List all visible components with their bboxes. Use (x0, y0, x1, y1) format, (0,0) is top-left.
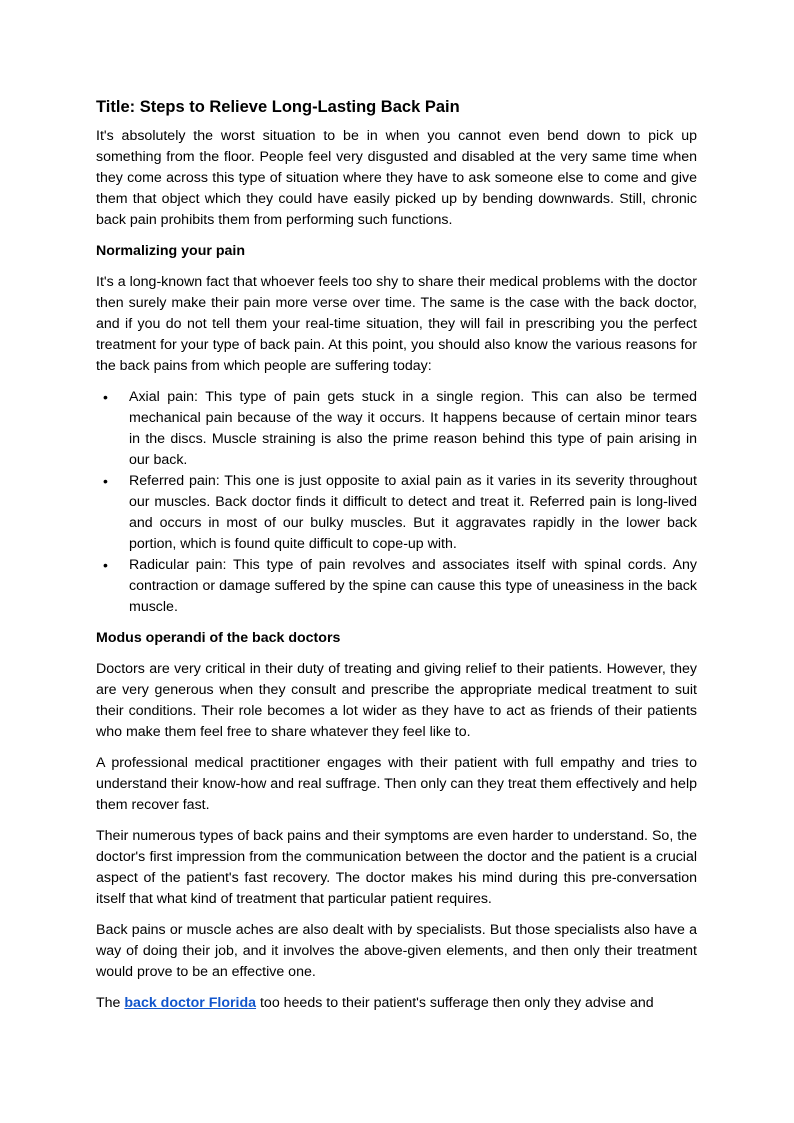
last-paragraph (96, 993, 697, 1014)
bullet-icon: • (103, 473, 108, 489)
document-title: Title: Steps to Relieve Long-Lasting Back Pain (96, 98, 460, 116)
intro-paragraph: It's absolutely the worst situation to be in when you cannot even bend down to pick up something from the floor. People feel very disgusted and disabled at the very same time when they come across this type of situation where they have to ask someone else to come and give them that object which they could have easily picked up by bending downwards. Still, chronic back pain prohibits them from performing such functions. (96, 128, 697, 228)
last-paragraph-tail: too heeds to their patient's sufferage then only they advise and (256, 995, 654, 1011)
pain-types-list (96, 387, 697, 618)
list-item-text: Referred pain: This one is just opposite to axial pain as it varies in its severity throughout our muscles. Back doctor finds it difficult to detect and treat it. Referred pain is long-lived and occurs in most of our bulky muscles. But it aggravates rapidly in the lower back portion, which is found quite difficult to cope-up with. (129, 473, 697, 552)
normalizing-paragraph: It's a long-known fact that whoever feels too shy to share their medical problems with the doctor then surely make their pain more verse over time. The same is the case with the back doctor, and if you do not tell them your real-time situation, they will fail in prescribing you the perfect treatment for your type of back pain. At this point, you should also know the various reasons for the back pains from which people are suffering today: (96, 274, 697, 374)
body-paragraph: Doctors are very critical in their duty of treating and giving relief to their patients. However, they are very generous when they consult and prescribe the appropriate medical treatment to suit their conditions. Their role becomes a lot wider as they have to act as friends of their patients who make them feel free to share whatever they feel like to. (96, 661, 697, 740)
document-page (96, 96, 697, 1024)
back-doctor-florida-link[interactable]: back doctor Florida (124, 995, 257, 1011)
body-paragraph: Their numerous types of back pains and their symptoms are even harder to understand. So, the doctor's first impression from the communication between the doctor and the patient is a crucial aspect of the patient's fast recovery. The doctor makes his mind during this pre-conversation itself that what kind of treatment that particular patient requires. (96, 828, 697, 907)
body-paragraph: A professional medical practitioner engages with their patient with full empathy and tries to understand their know-how and real suffrage. Then only can they treat them effectively and help them recover fast. (96, 755, 697, 813)
list-item (96, 471, 697, 555)
section-heading-modus-operandi: Modus operandi of the back doctors (96, 630, 341, 646)
list-item (96, 555, 697, 618)
list-item-text: Radicular pain: This type of pain revolves and associates itself with spinal cords. Any contraction or damage suffered by the spine can cause this type of uneasiness in the back muscle. (129, 557, 697, 615)
bullet-icon: • (103, 389, 108, 405)
list-item-text: Axial pain: This type of pain gets stuck in a single region. This can also be termed mechanical pain because of the way it occurs. It happens because of certain minor tears in the discs. Muscle straining is also the prime reason behind this type of pain arising in our back. (129, 389, 697, 468)
section-heading-normalizing: Normalizing your pain (96, 243, 245, 259)
bullet-icon: • (103, 557, 108, 573)
last-paragraph-lead: The (96, 995, 125, 1011)
body-paragraph: Back pains or muscle aches are also dealt with by specialists. But those specialists also have a way of doing their job, and it involves the above-given elements, and then only their treatment would prove to be an effective one. (96, 922, 697, 980)
list-item (96, 387, 697, 471)
